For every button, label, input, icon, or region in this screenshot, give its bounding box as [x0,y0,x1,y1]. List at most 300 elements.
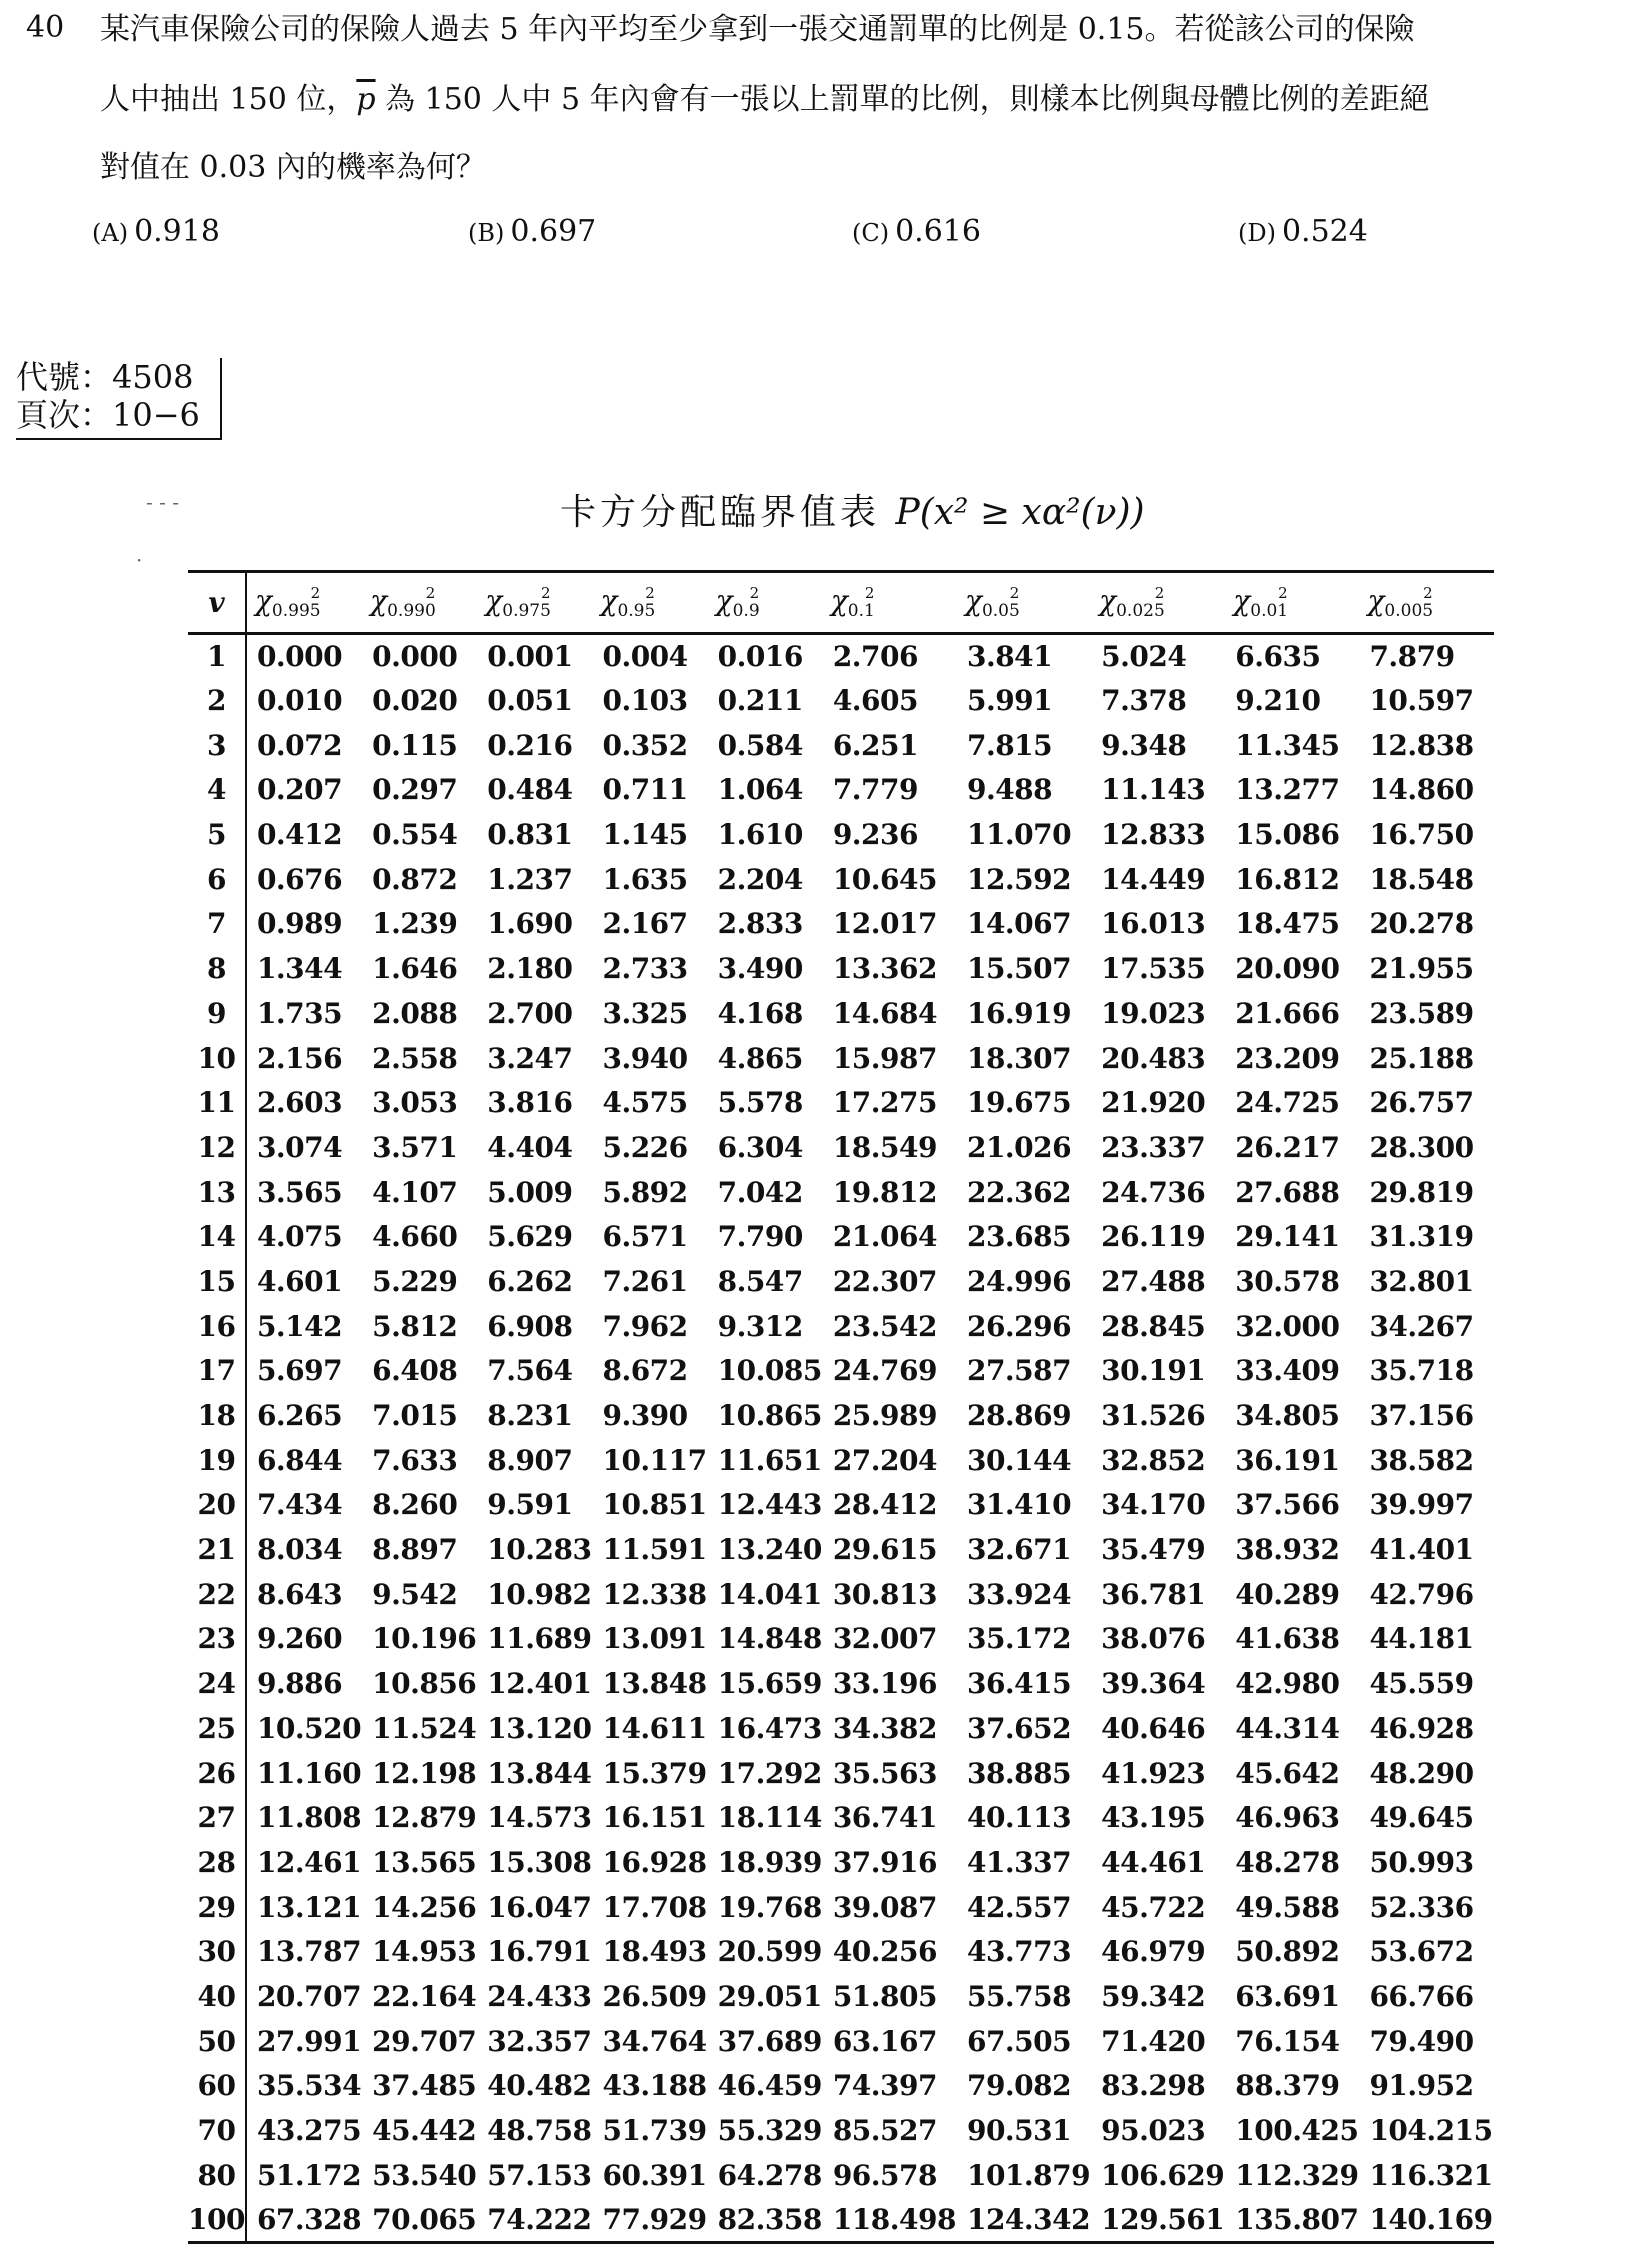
option-c[interactable] [852,214,981,249]
table-cell: 129.561 [1101,2202,1225,2236]
table-cell: 30.144 [966,1443,1072,1477]
table-cell: 140.169 [1369,2202,1493,2236]
table-cell: 0.989 [256,907,343,941]
table-row [188,1304,1494,1349]
table-row [188,1483,1494,1528]
table-cell: 135.807 [1235,2202,1359,2236]
table-cell: 10.851 [602,1488,707,1522]
option-a-label: (A) [92,219,129,247]
table-cell: 83.298 [1101,2069,1206,2103]
table-row [188,1438,1494,1483]
table-cell: 11.143 [1101,773,1206,807]
table-cell: 9.236 [832,818,918,852]
table-cell: 10.856 [372,1667,477,1701]
header-chi-0.975 [477,572,592,634]
table-cell: 3.490 [717,952,803,986]
table-cell: 2.204 [717,862,803,896]
exam-code: 代號：4508 [16,358,194,396]
table-cell: 14.449 [1101,862,1206,896]
table-cell: 5.892 [602,1175,688,1209]
table-cell: 11.808 [256,1801,362,1835]
table-cell: 8.907 [487,1443,573,1477]
table-cell: 106.629 [1101,2158,1225,2192]
row-df: 70 [188,2108,246,2153]
table-cell: 11.689 [487,1622,592,1656]
table-cell: 36.415 [966,1667,1072,1701]
table-row [188,1349,1494,1394]
table-cell: 3.053 [372,1086,458,1120]
table-cell: 2.603 [256,1086,343,1120]
table-cell: 16.750 [1369,818,1474,852]
table-cell: 23.337 [1101,1130,1206,1164]
table-cell: 7.378 [1101,684,1187,718]
table-cell: 0.010 [256,684,343,718]
table-cell: 3.571 [372,1130,458,1164]
table-cell: 13.091 [602,1622,707,1656]
table-cell: 20.599 [717,1935,822,1969]
table-cell: 40.113 [966,1801,1072,1835]
table-cell: 24.433 [487,1979,592,2013]
table-cell: 46.963 [1235,1801,1340,1835]
table-cell: 0.297 [372,773,458,807]
option-b-label: (B) [468,219,505,247]
table-cell: 26.757 [1369,1086,1474,1120]
table-cell: 38.885 [966,1756,1072,1790]
table-cell: 0.711 [602,773,688,807]
table-cell: 11.651 [717,1443,822,1477]
table-cell: 9.210 [1235,684,1321,718]
row-df: 14 [188,1214,246,1259]
table-cell: 43.773 [966,1935,1072,1969]
table-cell: 63.167 [832,2024,937,2058]
table-cell: 14.611 [602,1711,707,1745]
table-cell: 38.932 [1235,1533,1340,1567]
table-cell: 8.231 [487,1399,573,1433]
header-chi-0.01 [1225,572,1359,634]
table-row [188,2108,1494,2153]
table-cell: 7.434 [256,1488,343,1522]
chi-subscript: 0.995 [271,601,321,621]
chi-symbol: χ [1233,584,1251,617]
table-cell: 0.211 [717,684,803,718]
table-cell: 112.329 [1235,2158,1359,2192]
row-df: 2 [188,678,246,723]
row-df: 10 [188,1036,246,1081]
table-cell: 53.540 [372,2158,477,2192]
chi-symbol: χ [964,584,982,617]
table-cell: 22.164 [372,1979,477,2013]
table-cell: 32.000 [1235,1309,1340,1343]
table-cell: 15.308 [487,1845,592,1879]
table-cell: 12.592 [966,862,1072,896]
table-cell: 27.688 [1235,1175,1340,1209]
table-cell: 95.023 [1101,2114,1206,2148]
table-cell: 18.307 [966,1041,1072,1075]
table-cell: 11.345 [1235,728,1340,762]
table-cell: 5.024 [1101,640,1187,674]
table-cell: 85.527 [832,2114,937,2148]
table-cell: 13.121 [256,1890,362,1924]
table-cell: 8.260 [372,1488,458,1522]
table-cell: 16.791 [487,1935,592,1969]
chi-superscript: 2 [1009,584,1020,602]
table-cell: 33.196 [832,1667,937,1701]
table-cell: 9.488 [966,773,1053,807]
table-cell: 18.549 [832,1130,937,1164]
page-number: 頁次：10−6 [16,396,200,434]
table-cell: 9.886 [256,1667,343,1701]
option-b[interactable] [468,214,596,249]
table-cell: 14.573 [487,1801,592,1835]
chi-subscript: 0.025 [1116,601,1165,621]
table-cell: 20.483 [1101,1041,1206,1075]
row-df: 80 [188,2153,246,2198]
row-df: 1 [188,634,246,679]
table-cell: 3.247 [487,1041,573,1075]
table-title [560,484,1145,535]
table-cell: 26.217 [1235,1130,1340,1164]
table-cell: 3.940 [602,1041,688,1075]
table-cell: 96.578 [832,2158,937,2192]
table-cell: 16.047 [487,1890,592,1924]
table-cell: 9.348 [1101,728,1187,762]
row-df: 17 [188,1349,246,1394]
chi-subscript: 0.05 [981,601,1020,621]
table-cell: 21.026 [966,1130,1072,1164]
table-cell: 7.962 [602,1309,688,1343]
table-cell: 46.459 [717,2069,822,2103]
chi-superscript: 2 [749,584,760,602]
table-row [188,1214,1494,1259]
table-cell: 23.685 [966,1220,1072,1254]
table-cell: 44.314 [1235,1711,1340,1745]
table-cell: 4.404 [487,1130,573,1164]
table-row [188,1795,1494,1840]
table-cell: 15.987 [832,1041,937,1075]
table-row [188,678,1494,723]
table-cell: 6.262 [487,1264,573,1298]
table-cell: 82.358 [717,2202,822,2236]
table-cell: 45.559 [1369,1667,1474,1701]
chi-superscript: 2 [1154,584,1165,602]
header-chi-0.005 [1359,572,1493,634]
table-cell: 8.672 [602,1354,688,1388]
table-cell: 18.493 [602,1935,707,1969]
table-cell: 9.312 [717,1309,803,1343]
table-cell: 33.409 [1235,1354,1340,1388]
table-cell: 34.805 [1235,1399,1340,1433]
table-cell: 35.534 [256,2069,362,2103]
table-cell: 7.633 [372,1443,458,1477]
table-cell: 9.542 [372,1577,458,1611]
table-row [188,1706,1494,1751]
table-cell: 31.410 [966,1488,1072,1522]
row-df: 12 [188,1125,246,1170]
table-row [188,768,1494,813]
table-cell: 4.601 [256,1264,343,1298]
question-text-line-2a: 人中抽出 150 位， [100,82,357,117]
table-row [188,634,1494,679]
table-row [188,1125,1494,1170]
table-cell: 14.067 [966,907,1072,941]
table-cell: 7.779 [832,773,918,807]
header-chi-0.1 [823,572,957,634]
table-cell: 39.997 [1369,1488,1474,1522]
chi-square-table [188,570,1494,2244]
table-header-row [188,572,1494,634]
chi-symbol: χ [715,584,733,617]
table-cell: 6.844 [256,1443,343,1477]
table-cell: 29.819 [1369,1175,1474,1209]
table-cell: 1.646 [372,952,458,986]
table-cell: 9.390 [602,1399,688,1433]
table-cell: 1.635 [602,862,688,896]
table-cell: 0.072 [256,728,343,762]
row-df: 20 [188,1483,246,1528]
table-cell: 10.283 [487,1533,592,1567]
scan-speck: - - - [146,490,179,514]
row-df: 100 [188,2198,246,2243]
table-cell: 16.928 [602,1845,707,1879]
table-row [188,1929,1494,1974]
table-cell: 50.993 [1369,1845,1474,1879]
table-title-formula: P(x² ≥ xα²(ν)) [895,492,1145,533]
table-cell: 37.916 [832,1845,937,1879]
table-row [188,2153,1494,2198]
chi-subscript: 0.9 [732,601,760,621]
table-cell: 28.300 [1369,1130,1474,1164]
row-df: 26 [188,1751,246,1796]
chi-symbol: χ [485,584,503,617]
table-cell: 53.672 [1369,1935,1474,1969]
table-cell: 25.989 [832,1399,937,1433]
table-cell: 44.181 [1369,1622,1474,1656]
row-df: 4 [188,768,246,813]
table-cell: 33.924 [966,1577,1072,1611]
question-text-line-1: 某汽車保險公司的保險人過去 5 年內平均至少拿到一張交通罰單的比例是 0.15。若從該公司的保險 [100,12,1415,47]
row-df: 22 [188,1572,246,1617]
option-c-value: 0.616 [895,214,981,249]
table-cell: 26.509 [602,1979,707,2013]
table-cell: 40.482 [487,2069,592,2103]
table-row [188,1036,1494,1081]
table-cell: 21.064 [832,1220,937,1254]
table-cell: 0.216 [487,728,573,762]
table-cell: 32.357 [487,2024,592,2058]
table-cell: 70.065 [372,2202,477,2236]
table-cell: 10.982 [487,1577,592,1611]
table-cell: 36.191 [1235,1443,1340,1477]
table-cell: 4.075 [256,1220,343,1254]
table-title-text: 卡方分配臨界值表 [560,492,881,533]
table-cell: 18.939 [717,1845,822,1879]
table-cell: 101.879 [966,2158,1091,2192]
table-cell: 41.923 [1101,1756,1206,1790]
chi-symbol: χ [1099,584,1117,617]
table-cell: 24.996 [966,1264,1072,1298]
table-cell: 27.991 [256,2024,362,2058]
table-cell: 51.739 [602,2114,707,2148]
table-cell: 20.707 [256,1979,362,2013]
table-cell: 29.707 [372,2024,477,2058]
table-row [188,2198,1494,2243]
table-cell: 35.718 [1369,1354,1474,1388]
table-cell: 0.484 [487,773,573,807]
table-cell: 18.475 [1235,907,1340,941]
chi-superscript: 2 [1423,584,1433,602]
table-cell: 32.007 [832,1622,937,1656]
option-a[interactable] [92,214,220,249]
table-cell: 4.660 [372,1220,458,1254]
table-cell: 0.051 [487,684,573,718]
table-cell: 16.919 [966,996,1072,1030]
table-cell: 23.209 [1235,1041,1340,1075]
table-cell: 59.342 [1101,1979,1206,2013]
table-cell: 40.646 [1101,1711,1206,1745]
chi-superscript: 2 [1278,584,1288,602]
table-cell: 2.558 [372,1041,458,1075]
table-cell: 13.787 [256,1935,362,1969]
table-cell: 51.172 [256,2158,362,2192]
table-cell: 5.697 [256,1354,343,1388]
option-d-label: (D) [1238,219,1276,247]
table-cell: 19.023 [1101,996,1206,1030]
row-df: 9 [188,991,246,1036]
table-cell: 15.659 [717,1667,822,1701]
table-cell: 7.015 [372,1399,458,1433]
table-cell: 20.090 [1235,952,1340,986]
chi-superscript: 2 [645,584,655,602]
table-cell: 12.198 [372,1756,477,1790]
table-cell: 1.064 [717,773,803,807]
option-d-value: 0.524 [1281,214,1368,249]
table-cell: 67.328 [256,2202,362,2236]
table-cell: 35.479 [1101,1533,1206,1567]
table-cell: 37.652 [966,1711,1072,1745]
table-cell: 0.207 [256,773,343,807]
table-cell: 104.215 [1369,2114,1493,2148]
table-cell: 5.812 [372,1309,458,1343]
table-cell: 13.120 [487,1711,592,1745]
table-cell: 1.690 [487,907,573,941]
table-cell: 6.408 [372,1354,458,1388]
table-cell: 6.908 [487,1309,573,1343]
table-cell: 10.117 [602,1443,707,1477]
table-cell: 37.689 [717,2024,822,2058]
table-cell: 6.571 [602,1220,688,1254]
table-cell: 27.204 [832,1443,937,1477]
table-cell: 13.844 [487,1756,592,1790]
table-cell: 16.013 [1101,907,1206,941]
table-cell: 0.020 [372,684,458,718]
table-cell: 25.188 [1369,1041,1474,1075]
question-text-line-2b: 為 150 人中 5 年內會有一張以上罰單的比例，則樣本比例與母體比例的差距絕 [375,82,1430,117]
table-cell: 17.535 [1101,952,1206,986]
row-df: 8 [188,946,246,991]
table-cell: 10.597 [1369,684,1474,718]
table-row [188,1974,1494,2019]
table-cell: 38.076 [1101,1622,1206,1656]
table-cell: 34.267 [1369,1309,1474,1343]
table-cell: 19.768 [717,1890,822,1924]
table-cell: 24.736 [1101,1175,1206,1209]
table-cell: 124.342 [966,2202,1091,2236]
chi-superscript: 2 [310,584,321,602]
row-df: 11 [188,1080,246,1125]
table-cell: 26.119 [1101,1220,1206,1254]
table-cell: 37.566 [1235,1488,1340,1522]
table-row [188,1572,1494,1617]
table-cell: 0.103 [602,684,688,718]
table-cell: 0.831 [487,818,573,852]
table-cell: 24.769 [832,1354,937,1388]
table-cell: 12.833 [1101,818,1206,852]
table-cell: 10.645 [832,862,937,896]
table-cell: 74.222 [487,2202,592,2236]
table-body [188,634,1494,2243]
row-df: 29 [188,1885,246,1930]
row-df: 21 [188,1527,246,1572]
table-cell: 37.156 [1369,1399,1474,1433]
table-cell: 12.401 [487,1667,592,1701]
table-cell: 40.256 [832,1935,937,1969]
table-cell: 46.928 [1369,1711,1474,1745]
table-cell: 45.442 [372,2114,477,2148]
table-cell: 45.642 [1235,1756,1340,1790]
table-cell: 27.488 [1101,1264,1206,1298]
table-cell: 11.160 [256,1756,362,1790]
table-cell: 34.170 [1101,1488,1206,1522]
table-cell: 91.952 [1369,2069,1474,2103]
table-row [188,1751,1494,1796]
table-cell: 52.336 [1369,1890,1474,1924]
table-row [188,946,1494,991]
table-cell: 0.872 [372,862,458,896]
table-cell: 13.277 [1235,773,1340,807]
table-cell: 40.289 [1235,1577,1340,1611]
question-number: 40 [26,10,65,45]
header-v: v [188,572,246,634]
table-cell: 29.615 [832,1533,937,1567]
header-chi-0.95 [592,572,707,634]
table-cell: 16.473 [717,1711,822,1745]
table-row [188,2019,1494,2064]
option-a-value: 0.918 [134,214,220,249]
table-cell: 12.017 [832,907,937,941]
table-cell: 2.733 [602,952,688,986]
option-c-label: (C) [852,219,890,247]
table-cell: 26.296 [966,1309,1072,1343]
option-d[interactable] [1238,214,1368,249]
table-cell: 1.237 [487,862,573,896]
table-cell: 64.278 [717,2158,822,2192]
table-cell: 14.848 [717,1622,822,1656]
table-cell: 2.706 [832,640,918,674]
chi-symbol: χ [830,584,848,617]
table-cell: 77.929 [602,2202,707,2236]
table-cell: 23.589 [1369,996,1474,1030]
table-cell: 41.337 [966,1845,1072,1879]
table-cell: 29.051 [717,1979,822,2013]
table-cell: 67.505 [966,2024,1072,2058]
table-cell: 7.042 [717,1175,803,1209]
scan-speck: · [136,548,143,572]
table-row [188,1170,1494,1215]
table-cell: 15.507 [966,952,1072,986]
table-cell: 1.239 [372,907,458,941]
table-cell: 1.344 [256,952,343,986]
table-cell: 43.195 [1101,1801,1206,1835]
